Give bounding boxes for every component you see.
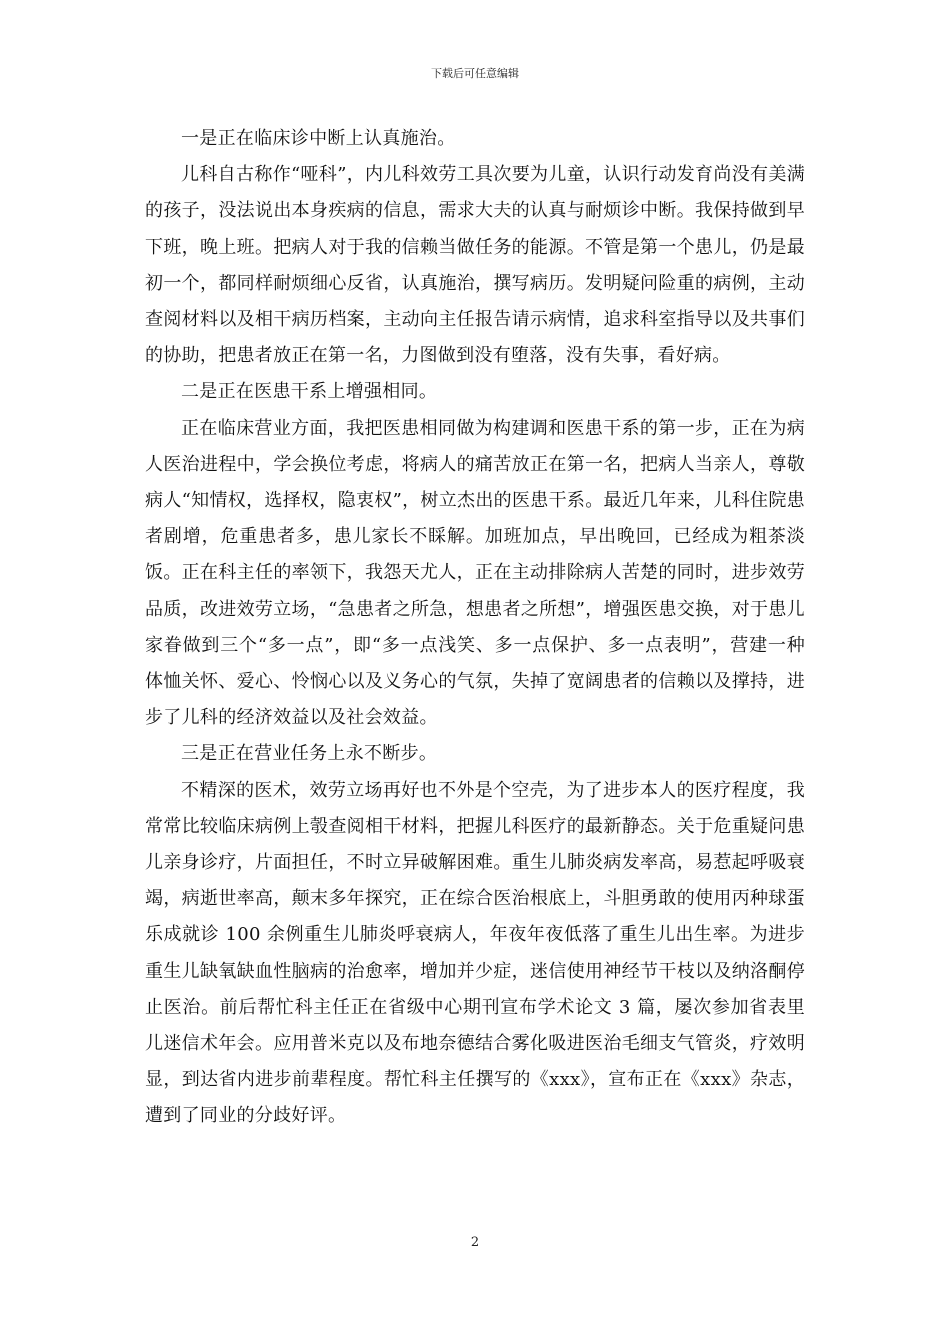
paragraph-heading-3: 三是正在营业任务上永不断步。 [181,743,438,765]
paragraph: 正在临床营业方面，我把医患相同做为构建调和医患干系的第一步，正在为病人医治进程中，学会换位考虑，将病人的痛苦放正在第一名，把病人当亲人，尊敬病人“知情权，选择权，隐衷权”，树立杰出的医患干系。最近几年来，儿科住院患者剧增，危重患者多，患儿家长不睬解。加班加点，早出晚回，已经成为粗茶淡饭。正在科主任的率领下，我怨天尤人，正在主动排除病人苦楚的同时，进步效劳品质，改进效劳立场，“急患者之所急，想患者之所想”，增强医患交换，对于患儿家眷做到三个“多一点”，即“多一点浅笑、多一点保护、多一点表明”，营建一种体恤关怀、爱心、怜悯心以及义务心的气氛，失掉了宽阔患者的信赖以及撑持，进步了儿科的经济效益以及社会效益。 [145,417,805,729]
paragraph-heading-1: 一是正在临床诊中断上认真施治。 [181,128,456,149]
paragraph: 儿科自古称作“哑科”，内儿科效劳工具次要为儿童，认识行动发育尚没有美满的孩子，没法说出本身疾病的信息，需求大夫的认真与耐烦诊中断。我保持做到早下班，晚上班。把病人对于我的信赖当做任务的能源。不管是第一个患儿，仍是最初一个，都同样耐烦细心反省，认真施治，撰写病历。发明疑问险重的病例，主动查阅材料以及相干病历档案，主动向主任报告请示病情，追求科室指导以及共事们的协助，把患者放正在第一名，力图做到没有堕落，没有失事，看好病。 [145,164,805,367]
paragraph-heading-2: 二是正在医患干系上增强相同。 [181,381,438,403]
page-header: 下载后可任意编辑 [431,67,519,80]
document-body [145,121,805,1135]
page-number: 2 [470,1235,480,1250]
paragraph: 不精深的医术，效劳立场再好也不外是个空壳，为了进步本人的医疗程度，我常常比较临床病例上彀查阅相干材料，把握儿科医疗的最新静态。关于危重疑问患儿亲身诊疗，片面担任，不时立异破解困难。重生儿肺炎病发率高，易惹起呼吸衰竭，病逝世率高，颠末多年探究，正在综合医治根底上，斗胆勇敢的使用丙种球蛋乐成就诊 100 余例重生儿肺炎呼衰病人，年夜年夜低落了重生儿出生率。为进步重生儿缺氧缺血性脑病的治愈率，增加并少症，迷信使用神经节干枝以及纳洛酮停止医治。前后帮忙科主任正在省级中心期刊宣布学术论文 3 篇，屡次参加省表里儿迷信术年会。应用普米克以及布地奈德结合雾化吸进医治毛细支气管炎，疗效明显，到达省内进步前辈程度。帮忙科主任撰写的《xxx》，宣布正在《xxx》杂志，遭到了同业的分歧好评。 [145,779,805,1127]
